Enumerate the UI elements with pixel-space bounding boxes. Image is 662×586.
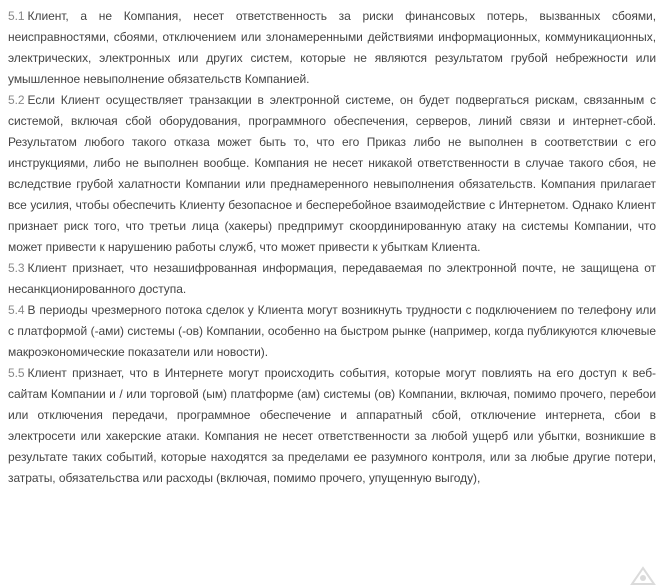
document-body <box>8 6 656 489</box>
paragraph-5-4 <box>8 300 656 363</box>
paragraph-number: 5.3 <box>8 261 25 275</box>
paragraph-text: Клиент признает, что незашифрованная информация, передаваемая по электронной почте, не защищена от несанкционированного доступа. <box>8 261 656 296</box>
paragraph-5-2 <box>8 90 656 258</box>
paragraph-number: 5.1 <box>8 9 25 23</box>
paragraph-text: Клиент признает, что в Интернете могут происходить события, которые могут повлиять на его доступ к веб-сайтам Компании и / или торговой (ым) платформе (ам) системы (ов) Компании, включая, помимо прочего, перебои или отключения передачи, программное обеспечение и аппаратный сбой, отключение интернета, сбои в электросети или хакерские атаки. Компания не несет ответственности за любой ущерб или убытки, возникшие в результате таких событий, которые находятся за пределами ее разумного контроля, или за любые другие потери, затраты, обязательства или расходы (включая, помимо прочего, упущенную выгоду), <box>8 366 656 485</box>
paragraph-text: В периоды чрезмерного потока сделок у Клиента могут возникнуть трудности с подключением по телефону или с платформой (-ами) системы (-ов) Компании, особенно на быстром рынке (например, когда публикуются ключевые макроэкономические показатели или новости). <box>8 303 656 359</box>
paragraph-5-5 <box>8 363 656 489</box>
paragraph-5-1 <box>8 6 656 90</box>
paragraph-number: 5.2 <box>8 93 25 107</box>
watermark-logo-icon <box>630 564 656 586</box>
paragraph-text: Если Клиент осуществляет транзакции в электронной системе, он будет подвергаться рискам, связанным с системой, включая сбой оборудования, программного обеспечения, серверов, линий связи и интернет-сбой. Результатом любого такого отказа может быть то, что его Приказ либо не выполнен в соответствии с его инструкциями, либо не выполнен вообще. Компания не несет никакой ответственности в случае такого сбоя, не вследствие грубой халатности Компании или преднамеренного невыполнения обязательств. Компания прилагает все усилия, чтобы обеспечить Клиенту безопасное и бесперебойное взаимодействие с Интернетом. Однако Клиент признает риск того, что третьи лица (хакеры) предпримут скоординированную атаку на системы Компании, что может привести к нарушению работы служб, что может привести к убыткам Клиента. <box>8 93 656 254</box>
paragraph-number: 5.5 <box>8 366 25 380</box>
paragraph-number: 5.4 <box>8 303 25 317</box>
paragraph-text: Клиент, а не Компания, несет ответственность за риски финансовых потерь, вызванных сбоями, неисправностями, сбоями, отключением или злонамеренными действиями информационных, коммуникационных, электрических, электронных или других систем, которые не являются результатом грубой небрежности или умышленное невыполнение обязательств Компанией. <box>8 9 656 86</box>
paragraph-5-3 <box>8 258 656 300</box>
